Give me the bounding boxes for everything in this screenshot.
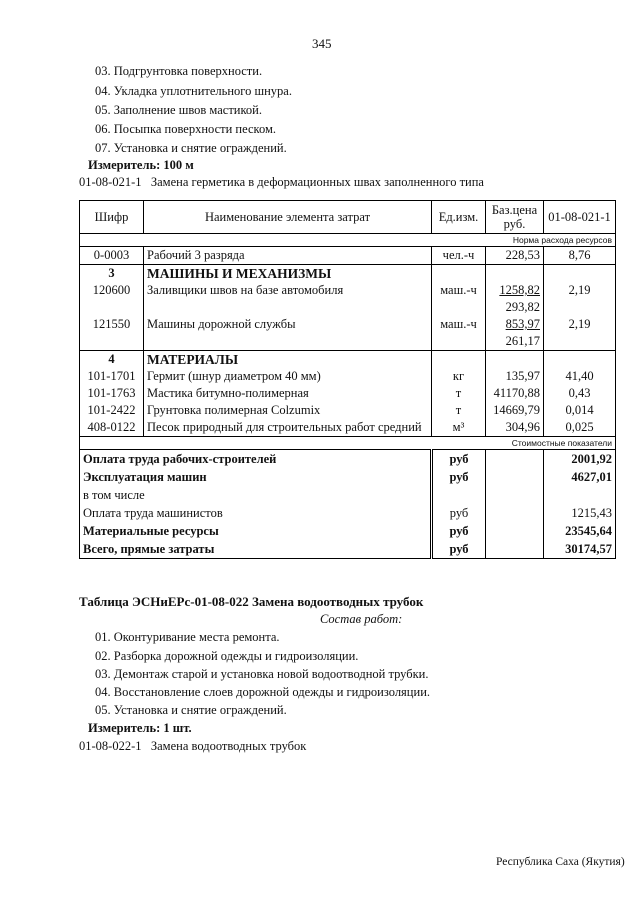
cell-name: Машины дорожной службы (144, 316, 432, 351)
meter-label: Измеритель: 100 м (88, 158, 194, 172)
cell-price: 228,53 (486, 247, 544, 265)
cell-code: 0-0003 (80, 247, 144, 265)
cell-norm: 2,19 (544, 282, 616, 316)
cell-empty (432, 265, 486, 283)
item-heading (79, 175, 484, 190)
cell-unit: т (432, 385, 486, 402)
item-title: Замена герметика в деформационных швах заполненного типа (150, 175, 484, 189)
cell-empty (544, 265, 616, 283)
cell-norm: 0,025 (544, 419, 616, 437)
work-item: 05. Установка и снятие ограждений. (95, 703, 287, 717)
cell-empty (486, 522, 544, 540)
resource-table (79, 200, 616, 559)
summary-label: в том числе (80, 486, 432, 504)
summary-row (80, 450, 616, 469)
cell-empty (486, 486, 544, 504)
summary-value: 4627,01 (544, 468, 616, 486)
summary-row (80, 522, 616, 540)
cell-code: 101-1701 (80, 368, 144, 385)
summary-unit: руб (432, 468, 486, 486)
cell-code: 101-2422 (80, 402, 144, 419)
table-row (80, 282, 616, 316)
summary-label: Оплата труда рабочих-строителей (80, 450, 432, 469)
table-row (80, 368, 616, 385)
summary-unit: руб (432, 522, 486, 540)
cell-price: 135,97 (486, 368, 544, 385)
summary-unit: руб (432, 504, 486, 522)
section-row (80, 351, 616, 369)
cell-name: Заливщики швов на базе автомобиля (144, 282, 432, 316)
summary-label: Оплата труда машинистов (80, 504, 432, 522)
cell-empty (486, 468, 544, 486)
col-header-unit: Ед.изм. (432, 201, 486, 234)
cell-unit: маш.-ч (432, 282, 486, 316)
cell-price: 853,97 (505, 317, 540, 331)
cell-unit: т (432, 402, 486, 419)
table2-title: Таблица ЭСНиЕРс-01-08-022 Замена водоотводных трубок (79, 594, 424, 609)
summary-label: Всего, прямые затраты (80, 540, 432, 559)
page-number: 345 (312, 36, 332, 51)
cell-price: 14669,79 (486, 402, 544, 419)
col-header-price: Баз.цена руб. (486, 201, 544, 234)
item-code: 01-08-022-1 (79, 739, 142, 753)
cell-empty (544, 351, 616, 369)
cell-code: 101-1763 (80, 385, 144, 402)
cell-empty (486, 351, 544, 369)
cell-name: Гермит (шнур диаметром 40 мм) (144, 368, 432, 385)
work-item: 04. Укладка уплотнительного шнура. (95, 84, 292, 98)
cell-empty (486, 504, 544, 522)
work-item: 02. Разборка дорожной одежды и гидроизоляции. (95, 649, 359, 663)
table-header-row (80, 201, 616, 234)
table-row (80, 316, 616, 351)
cell-name: Мастика битумно-полимерная (144, 385, 432, 402)
cell-empty (432, 351, 486, 369)
cell-unit: м³ (432, 419, 486, 437)
work-item: 06. Посыпка поверхности песком. (95, 122, 277, 136)
item-code: 01-08-021-1 (79, 175, 142, 189)
footer-region: Республика Саха (Якутия) (496, 856, 625, 868)
table-row (80, 419, 616, 437)
cell-norm: 0,014 (544, 402, 616, 419)
summary-row (80, 540, 616, 559)
cell-name: Рабочий 3 разряда (144, 247, 432, 265)
norm-note: Норма расхода ресурсов (80, 234, 616, 247)
cell-unit: маш.-ч (432, 316, 486, 351)
col-header-code: Шифр (80, 201, 144, 234)
work-item: 04. Восстановление слоев дорожной одежды и гидроизоляции. (95, 685, 431, 699)
summary-row (80, 504, 616, 522)
cell-empty (486, 450, 544, 469)
col-header-norm: 01-08-021-1 (544, 201, 616, 234)
item-heading (79, 739, 306, 754)
summary-value: 23545,64 (544, 522, 616, 540)
cell-norm: 8,76 (544, 247, 616, 265)
table-row (80, 402, 616, 419)
summary-row (80, 486, 616, 504)
cell-norm: 2,19 (544, 316, 616, 351)
summary-unit: руб (432, 450, 486, 469)
section-title: МАШИНЫ И МЕХАНИЗМЫ (144, 265, 432, 283)
cell-price-group (486, 282, 544, 316)
table-row (80, 385, 616, 402)
cell-price-secondary: 293,82 (505, 300, 540, 314)
summary-value: 1215,43 (544, 504, 616, 522)
work-item: 05. Заполнение швов мастикой. (95, 103, 262, 117)
summary-label: Материальные ресурсы (80, 522, 432, 540)
norm-note-row (80, 234, 616, 247)
cell-unit: кг (432, 368, 486, 385)
cell-empty (486, 265, 544, 283)
summary-unit: руб (432, 540, 486, 559)
cell-code: 408-0122 (80, 419, 144, 437)
summary-unit (432, 486, 486, 504)
cell-price: 304,96 (486, 419, 544, 437)
cell-price-secondary: 261,17 (505, 334, 540, 348)
work-item: 03. Подгрунтовка поверхности. (95, 64, 263, 78)
cell-price-group (486, 316, 544, 351)
works-heading: Состав работ: (320, 612, 403, 626)
table-row (80, 247, 616, 265)
section-title: МАТЕРИАЛЫ (144, 351, 432, 369)
col-header-name: Наименование элемента затрат (144, 201, 432, 234)
meter-label: Измеритель: 1 шт. (88, 721, 192, 735)
cell-code: 121550 (80, 316, 144, 351)
summary-row (80, 468, 616, 486)
summary-label: Эксплуатация машин (80, 468, 432, 486)
work-item: 07. Установка и снятие ограждений. (95, 141, 287, 155)
work-item: 03. Демонтаж старой и установка новой водоотводной трубки. (95, 667, 429, 681)
cell-name: Грунтовка полимерная Colzumix (144, 402, 432, 419)
cell-name: Песок природный для строительных работ средний (144, 419, 432, 437)
section-row (80, 265, 616, 283)
summary-value: 30174,57 (544, 540, 616, 559)
cell-empty (486, 540, 544, 559)
cell-code: 120600 (80, 282, 144, 316)
summary-value: 2001,92 (544, 450, 616, 469)
work-item: 01. Оконтуривание места ремонта. (95, 630, 280, 644)
item-title: Замена водоотводных трубок (150, 739, 307, 753)
cell-norm: 41,40 (544, 368, 616, 385)
cost-note-row (80, 437, 616, 450)
cell-price: 1258,82 (499, 283, 540, 297)
section-number: 4 (80, 351, 144, 369)
section-number: 3 (80, 265, 144, 283)
cell-price: 41170,88 (486, 385, 544, 402)
cell-norm: 0,43 (544, 385, 616, 402)
cell-unit: чел.-ч (432, 247, 486, 265)
summary-value (544, 486, 616, 504)
cost-note: Стоимостные показатели (80, 437, 616, 450)
